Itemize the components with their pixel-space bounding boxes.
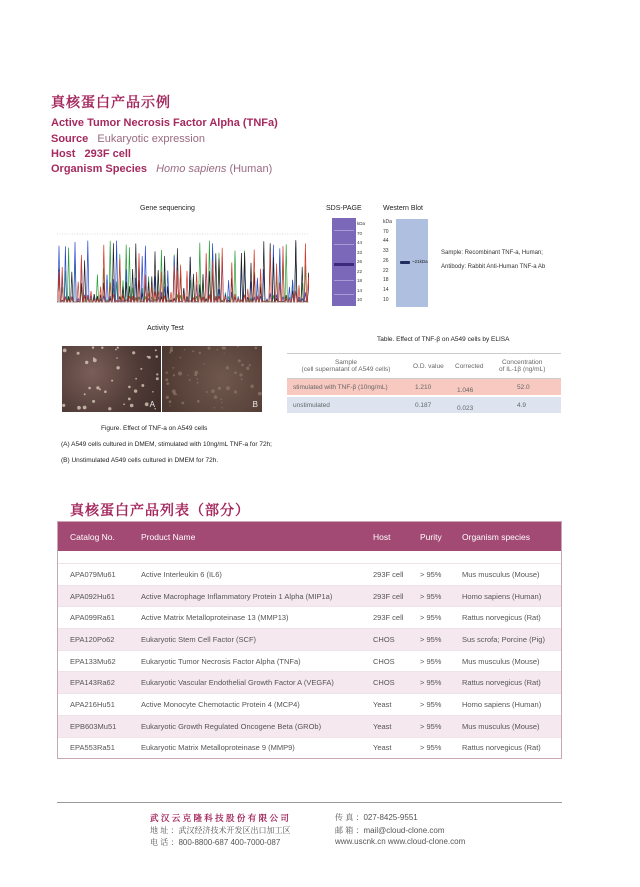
- catalog-no-cell: APA216Hu51: [70, 699, 115, 709]
- table-row: [58, 693, 561, 715]
- host-cell: Yeast: [373, 721, 392, 731]
- western-blot-image: [396, 219, 428, 307]
- wb-kda-label: kDa: [383, 219, 392, 225]
- table-row: [58, 585, 561, 607]
- table-row: [58, 715, 561, 737]
- elisa-conc: 52.0: [517, 383, 530, 391]
- company-phone: 电 话 ：800-8800-687 400-7000-087: [150, 838, 281, 847]
- product-name-cell: Eukaryotic Tumor Necrosis Factor Alpha (TNFa): [141, 656, 301, 666]
- gene-seq-label: Gene sequencing: [140, 205, 195, 212]
- purity-cell: > 95%: [420, 656, 442, 666]
- product-name-cell: Eukaryotic Vascular Endothelial Growth Factor A (VEGFA): [141, 678, 334, 688]
- panel-a-label: A: [149, 400, 155, 409]
- western-blot-label: Western Blot: [383, 205, 423, 212]
- source-value: Eukaryotic expression: [97, 133, 205, 145]
- purity-cell: > 95%: [420, 721, 442, 731]
- sds-markers: [357, 219, 371, 305]
- product-rows: [58, 563, 561, 758]
- figure-caption-b: (B) Unstimulated A549 cells cultured in DMEM for 72h.: [61, 457, 219, 464]
- elisa-col-sample: [287, 354, 405, 378]
- chromatogram-image: [57, 228, 309, 306]
- elisa-od: 1.210: [415, 383, 432, 391]
- species-line: [51, 163, 272, 175]
- catalog-no-cell: EPA120Po62: [70, 634, 115, 644]
- host-cell: Yeast: [373, 743, 392, 753]
- marker-label: 33: [383, 248, 389, 255]
- section-title-list: 真核蛋白产品列表（部分）: [70, 502, 250, 518]
- elisa-col-corrected: Corrected: [455, 362, 484, 370]
- marker-label: 70: [383, 228, 389, 235]
- activity-test-label: Activity Test: [147, 325, 184, 332]
- catalog-no-cell: APA079Mu61: [70, 569, 116, 579]
- organism-species-cell: Mus musculus (Mouse): [462, 569, 540, 579]
- table-row: [58, 628, 561, 650]
- marker-label: 70: [357, 230, 363, 236]
- band-label: ~21kDa: [412, 259, 428, 264]
- sds-kda-label: kDa: [357, 221, 366, 226]
- product-name-cell: Eukaryotic Stem Cell Factor (SCF): [141, 634, 257, 644]
- host-value: 293F cell: [84, 148, 131, 160]
- sds-gel-image: [332, 218, 356, 306]
- source-line: [51, 133, 205, 145]
- elisa-col-od: O.D. value: [413, 362, 444, 370]
- organism-species-cell: Mus musculus (Mouse): [462, 656, 540, 666]
- marker-label: 10: [357, 297, 363, 302]
- elisa-corrected: 0.023: [457, 404, 474, 412]
- sample-text: Sample: Recombinant TNF-a, Human;: [441, 250, 543, 256]
- col-organism: Organism species: [462, 531, 531, 542]
- figure-caption-a: (A) A549 cells cultured in DMEM, stimulated with 10ng/mL TNF-a for 72h;: [61, 441, 272, 448]
- organism-species-cell: Rattus norvegicus (Rat): [462, 678, 541, 688]
- marker-label: 44: [357, 240, 363, 245]
- host-cell: CHOS: [373, 634, 395, 644]
- marker-label: 10: [383, 296, 389, 303]
- organism-species-cell: Homo sapiens (Human): [462, 591, 542, 601]
- company-fax: 传 真 ：027-8425-9551: [335, 813, 418, 822]
- product-name-cell: Active Macrophage Inflammatory Protein 1 Alpha (MIP1a): [141, 591, 333, 601]
- catalog-no-cell: EPA143Ra62: [70, 678, 115, 688]
- company-web: www.uscnk.cn www.cloud-clone.com: [335, 837, 466, 846]
- host-cell: Yeast: [373, 699, 392, 709]
- marker-label: 26: [357, 259, 363, 264]
- product-table-header: [58, 522, 561, 551]
- product-name-cell: Active Monocyte Chemotactic Protein 4 (MCP4): [141, 699, 300, 709]
- table-row: [58, 671, 561, 693]
- product-name-cell: Eukaryotic Matrix Metalloproteinase 9 (MMP9): [141, 743, 295, 753]
- elisa-row: [287, 379, 561, 395]
- catalog-no-cell: APA092Hu61: [70, 591, 115, 601]
- purity-cell: > 95%: [420, 591, 442, 601]
- marker-label: 18: [383, 277, 389, 284]
- catalog-no-cell: EPA133Mu62: [70, 656, 116, 666]
- marker-label: 14: [357, 287, 363, 293]
- organism-species-cell: Rattus norvegicus (Rat): [462, 743, 541, 753]
- purity-cell: > 95%: [420, 699, 442, 709]
- figure-caption-title: Figure. Effect of TNF-a on A549 cells: [101, 425, 208, 432]
- marker-label: 22: [357, 268, 363, 274]
- elisa-conc-h1: Concentration: [501, 359, 543, 366]
- host-cell: CHOS: [373, 678, 395, 688]
- company-name: 武 汉 云 克 隆 科 技 股 份 有 限 公 司: [150, 813, 289, 823]
- purity-cell: > 95%: [420, 678, 442, 688]
- product-table: [57, 521, 562, 759]
- col-purity: Purity: [420, 531, 442, 542]
- species-label: Organism Species: [51, 163, 147, 175]
- species-italic: Homo sapiens: [156, 163, 227, 175]
- marker-label: 18: [357, 278, 363, 283]
- marker-label: 33: [357, 249, 363, 255]
- elisa-corrected: 1.046: [457, 386, 474, 394]
- antibody-text: Antibody: Rabbit Anti-Human TNF-a Ab: [441, 264, 546, 270]
- table-row: [58, 606, 561, 628]
- elisa-col-conc: [499, 354, 545, 378]
- cell-image-b: [162, 346, 262, 412]
- table-row: [58, 737, 561, 759]
- catalog-no-cell: EPA553Ra51: [70, 743, 115, 753]
- host-label: Host: [51, 148, 76, 160]
- table-row: [58, 650, 561, 672]
- purity-cell: > 95%: [420, 613, 442, 623]
- elisa-header-row: [287, 353, 561, 379]
- purity-cell: > 95%: [420, 634, 442, 644]
- marker-label: 26: [383, 257, 389, 264]
- organism-species-cell: Rattus norvegicus (Rat): [462, 613, 541, 623]
- host-cell: 293F cell: [373, 613, 404, 623]
- marker-label: 14: [383, 286, 389, 293]
- catalog-no-cell: APA099Ra61: [70, 613, 115, 623]
- company-address: 地 址 ：武汉经济技术开发区出口加工区: [150, 826, 291, 835]
- elisa-table: [287, 353, 561, 413]
- marker-label: 44: [383, 238, 389, 245]
- elisa-conc-h2: of IL-1β (ng/mL): [499, 366, 546, 373]
- marker-label: 22: [383, 267, 389, 274]
- host-cell: 293F cell: [373, 591, 404, 601]
- elisa-conc: 4.9: [517, 401, 527, 409]
- company-email: 邮 箱 ：mail@cloud-clone.com: [335, 826, 445, 835]
- col-host: Host: [373, 531, 391, 542]
- product-name-cell: Eukaryotic Growth Regulated Oncogene Beta (GROb): [141, 721, 322, 731]
- elisa-title: Table. Effect of TNF-β on A549 cells by ELISA: [377, 336, 510, 343]
- panel-b-label: B: [252, 400, 258, 409]
- sds-page-label: SDS-PAGE: [326, 205, 362, 212]
- product-name-cell: Active Interleukin 6 (IL6): [141, 569, 222, 579]
- host-line: [51, 148, 131, 160]
- cell-image-a: [62, 346, 161, 412]
- product-name: Active Tumor Necrosis Factor Alpha (TNFa): [51, 117, 278, 129]
- purity-cell: > 95%: [420, 743, 442, 753]
- header-gap: [58, 551, 561, 563]
- col-catalog: Catalog No.: [70, 531, 115, 542]
- host-cell: CHOS: [373, 656, 395, 666]
- table-row: [58, 563, 561, 585]
- chromatogram-trace: [57, 243, 309, 302]
- section-title-example: 真核蛋白产品示例: [51, 94, 171, 110]
- elisa-sample: stimulated with TNF-β (10ng/mL): [293, 383, 388, 391]
- organism-species-cell: Sus scrofa; Porcine (Pig): [462, 634, 545, 644]
- host-cell: 293F cell: [373, 569, 404, 579]
- footer-divider: [57, 802, 562, 803]
- elisa-row: [287, 397, 561, 413]
- elisa-od: 0.187: [415, 401, 432, 409]
- species-rest: (Human): [229, 163, 273, 175]
- elisa-sample-h1: Sample: [334, 359, 358, 366]
- elisa-sample-h2: (cell supernatant of A549 cells): [301, 366, 391, 373]
- purity-cell: > 95%: [420, 569, 442, 579]
- elisa-sample: unstimulated: [293, 401, 330, 409]
- organism-species-cell: Mus musculus (Mouse): [462, 721, 540, 731]
- organism-species-cell: Homo sapiens (Human): [462, 699, 542, 709]
- product-name-cell: Active Matrix Metalloproteinase 13 (MMP13): [141, 613, 289, 623]
- source-label: Source: [51, 133, 89, 145]
- col-product-name: Product Name: [141, 531, 196, 542]
- wb-markers: [383, 218, 393, 305]
- catalog-no-cell: EPB603Mu51: [70, 721, 117, 731]
